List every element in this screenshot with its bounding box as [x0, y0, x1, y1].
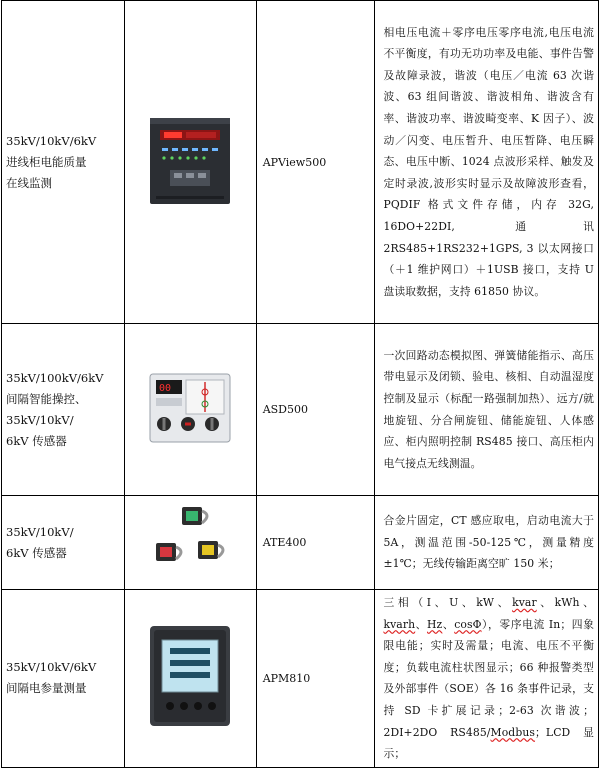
application-line: 35kV/100kV/6kV [6, 370, 104, 385]
description-text: cosΦ [454, 617, 482, 631]
description-cell [375, 590, 599, 768]
application-line: 6kV 传感器 [6, 433, 67, 448]
model-cell: APM810 [256, 590, 375, 768]
description-text: Modbus [490, 725, 536, 739]
application-cell [2, 324, 125, 496]
product-image-cell [124, 496, 256, 590]
description-cell: 合金片固定，CT 感应取电，启动电流大于 5A，测温范围-50-125℃，测量精度±1℃；无线传输距离空旷 150 米； [375, 496, 599, 590]
table-row [2, 590, 599, 768]
table-row [2, 496, 599, 590]
application-line: 35kV/10kV/ [6, 524, 74, 539]
description-text: Hz [427, 617, 443, 631]
product-table [1, 0, 599, 768]
description-text: ；LCD 显示； [383, 725, 594, 761]
table-row [2, 324, 599, 496]
application-line: 6kV 传感器 [6, 545, 67, 560]
description-text: kvar [512, 596, 537, 609]
power-quality-monitor-device-icon [142, 110, 238, 210]
application-line: 间隔电参量测量 [6, 681, 87, 696]
description-text: kvarh [383, 617, 416, 631]
description-text: 、kWh、 [536, 596, 594, 609]
model-cell: ASD500 [256, 324, 375, 496]
description-text: 、 [415, 617, 428, 631]
application-line: 35kV/10kV/6kV [6, 660, 97, 675]
product-image-cell [124, 590, 256, 768]
svg-text:00: 00 [159, 382, 172, 394]
application-line: 35kV/10kV/6kV [6, 133, 97, 148]
product-image-cell [124, 324, 256, 496]
application-line: 进线柜电能质量 [6, 154, 87, 169]
model-cell: APView500 [256, 1, 375, 324]
application-cell [2, 590, 125, 768]
description-text: ），零序电流 In；四象限电能；实时及需量；电流、电压不平衡度；负载电流柱状图显示；66 种报警类型及外部事件（SOE）各 16 条事件记录，支持 SD 卡扩展记录；2-63 次谐波；2DI+2DO RS485/ [383, 617, 594, 739]
multifunction-power-meter-icon [144, 620, 236, 732]
application-line: 间隔智能操控、 [6, 391, 87, 406]
application-cell [2, 496, 125, 590]
model-cell: ATE400 [256, 496, 375, 590]
application-line: 35kV/10kV/ [6, 412, 74, 427]
switchgear-controller-device-icon [146, 368, 234, 448]
table-row [2, 1, 599, 324]
wireless-temperature-sensors-icon [142, 501, 238, 581]
description-cell: 相电压电流＋零序电压零序电流,电压电流不平衡度，有功无功功率及电能、事件告警及故障录波，谐波（电压／电流 63 次谐波、63 组间谐波、谐波相角、谐波含有率、谐波功率、谐波畸变率、K 因子）、波动／闪变、电压暂升、电压暂降、电压瞬态、电压中断、1024 点波形采样、触发及定时录波,波形实时显示及故障波形查看，PQDIF 格式文件存储，内存 32G, 16DO+22DI, 通讯 2RS485+1RS232+1GPS, 3 以太网接口（＋1 维护网口）＋1USB 接口，支持 U 盘读取数据，支持 61850 协议。 [375, 1, 599, 324]
description-text: 、 [442, 617, 455, 631]
product-image-cell [124, 1, 256, 324]
description-cell: 一次回路动态模拟图、弹簧储能指示、高压带电显示及闭锁、验电、核相、自动温湿度控制及显示（标配一路强制加热）、远方/就地旋钮、分合闸旋钮、储能旋钮、人体感应、柜内照明控制 RS485 接口、高压柜内电气接点无线测温。 [375, 324, 599, 496]
application-line: 在线监测 [6, 175, 52, 190]
description-text: 三相（I、U、kW、 [383, 596, 513, 609]
application-cell [2, 1, 125, 324]
